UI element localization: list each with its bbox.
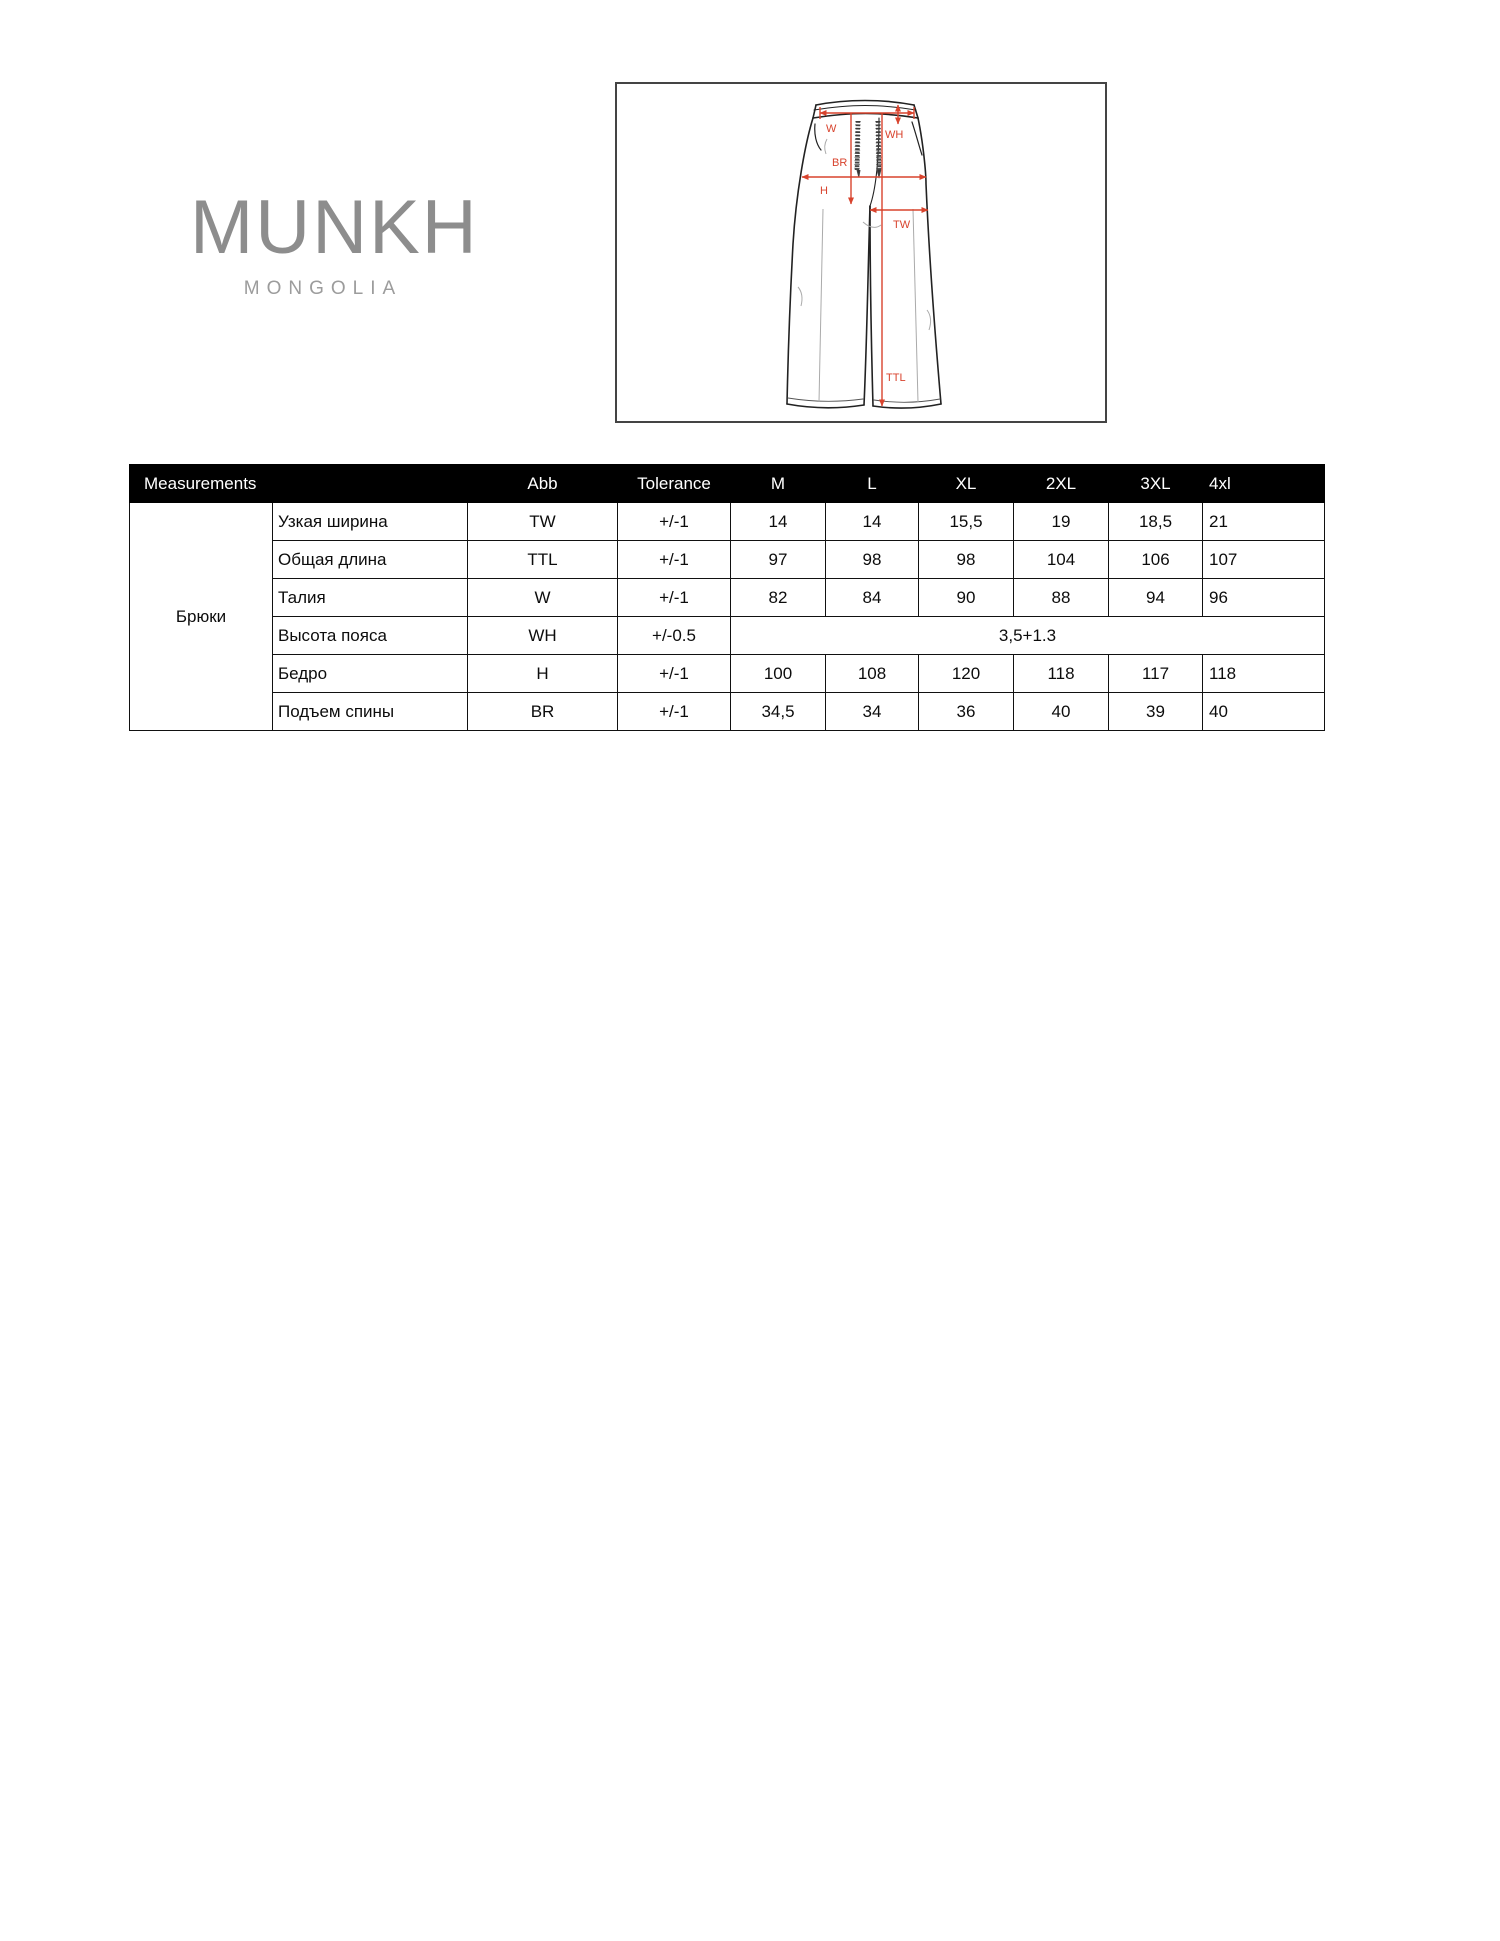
value-cell: 88 [1014, 579, 1109, 617]
value-cell: 39 [1109, 693, 1203, 731]
row-tolerance: +/-1 [618, 655, 731, 693]
value-cell: 118 [1014, 655, 1109, 693]
row-tolerance: +/-1 [618, 693, 731, 731]
label-tw: TW [893, 219, 911, 231]
value-cell: 36 [919, 693, 1014, 731]
row-abb: BR [468, 693, 618, 731]
value-cell: 104 [1014, 541, 1109, 579]
row-name: Талия [273, 579, 468, 617]
value-cell: 117 [1109, 655, 1203, 693]
value-cell: 40 [1203, 693, 1325, 731]
table-header [130, 465, 1325, 503]
row-name: Высота пояса [273, 617, 468, 655]
header-size-3xl: 3XL [1109, 465, 1203, 503]
brand-logo [190, 185, 479, 300]
value-cell: 106 [1109, 541, 1203, 579]
table-row [130, 503, 1325, 541]
header-size-4xl: 4xl [1203, 465, 1325, 503]
row-abb: TW [468, 503, 618, 541]
merged-value-cell: 3,5+1.3 [731, 617, 1325, 655]
value-cell: 84 [826, 579, 919, 617]
value-cell: 94 [1109, 579, 1203, 617]
wrinkle-lines [798, 139, 931, 402]
value-cell: 90 [919, 579, 1014, 617]
value-cell: 118 [1203, 655, 1325, 693]
header-size-m: M [731, 465, 826, 503]
label-w: W [826, 123, 837, 135]
table-row [130, 541, 1325, 579]
row-abb: W [468, 579, 618, 617]
table-row [130, 579, 1325, 617]
value-cell: 18,5 [1109, 503, 1203, 541]
value-cell: 97 [731, 541, 826, 579]
value-cell: 107 [1203, 541, 1325, 579]
value-cell: 14 [826, 503, 919, 541]
header-tolerance: Tolerance [618, 465, 731, 503]
row-name: Бедро [273, 655, 468, 693]
table-body [130, 503, 1325, 731]
header-row [130, 465, 1325, 503]
category-cell: Брюки [130, 503, 273, 731]
table-row [130, 693, 1325, 731]
label-wh: WH [885, 129, 904, 141]
table-row [130, 655, 1325, 693]
row-tolerance: +/-1 [618, 541, 731, 579]
value-cell: 100 [731, 655, 826, 693]
value-cell: 120 [919, 655, 1014, 693]
size-table [129, 464, 1325, 731]
label-br: BR [832, 157, 848, 169]
row-name: Узкая ширина [273, 503, 468, 541]
value-cell: 19 [1014, 503, 1109, 541]
table-row [130, 617, 1325, 655]
value-cell: 98 [826, 541, 919, 579]
brand-name: MUNKH [190, 185, 479, 270]
value-cell: 21 [1203, 503, 1325, 541]
row-tolerance: +/-1 [618, 579, 731, 617]
header-size-xl: XL [919, 465, 1014, 503]
measurement-labels [820, 123, 911, 384]
row-abb: H [468, 655, 618, 693]
header-size-l: L [826, 465, 919, 503]
value-cell: 14 [731, 503, 826, 541]
label-ttl: TTL [886, 372, 906, 384]
row-abb: TTL [468, 541, 618, 579]
brand-subtitle: MONGOLIA [243, 278, 403, 299]
value-cell: 34 [826, 693, 919, 731]
value-cell: 40 [1014, 693, 1109, 731]
label-h: H [820, 185, 828, 197]
value-cell: 96 [1203, 579, 1325, 617]
value-cell: 34,5 [731, 693, 826, 731]
pants-outline [787, 101, 941, 409]
row-tolerance: +/-0.5 [618, 617, 731, 655]
value-cell: 108 [826, 655, 919, 693]
diagram-box [615, 82, 1107, 423]
value-cell: 15,5 [919, 503, 1014, 541]
pants-diagram-svg [617, 84, 1105, 421]
row-tolerance: +/-1 [618, 503, 731, 541]
row-name: Подъем спины [273, 693, 468, 731]
row-abb: WH [468, 617, 618, 655]
header-measurements: Measurements [130, 465, 468, 503]
row-name: Общая длина [273, 541, 468, 579]
header-abb: Abb [468, 465, 618, 503]
value-cell: 82 [731, 579, 826, 617]
header-size-2xl: 2XL [1014, 465, 1109, 503]
value-cell: 98 [919, 541, 1014, 579]
